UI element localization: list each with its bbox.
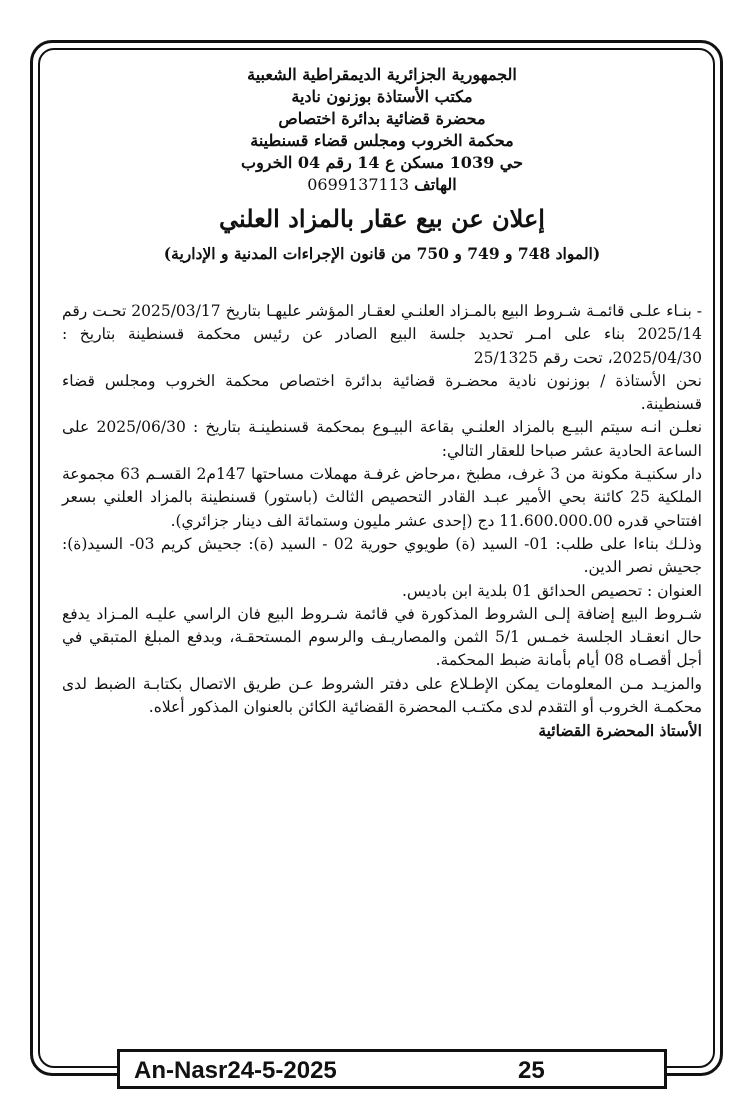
- announcement-body: [62, 300, 702, 743]
- header-office: مكتب الأستاذة بوزنون نادية: [291, 87, 473, 106]
- header-jurisdiction: محضرة قضائية بدائرة اختصاص: [278, 109, 486, 128]
- body-paragraph: دار سكنيـة مكونة من 3 غرف، مطبخ ،مرحاض غرفـة مهملات مساحتها 147م2 القسـم 63 مجموعة الملكية 25 كائنة بحي الأمير عبـد القادر التحصيص الثالث (باستور) قسنطينة بالمزاد العلني بسعر افتتاحي قدره 11.600.000.00 دج (إحدى عشر مليون وستمائة الف دينار جزائري).: [62, 465, 702, 530]
- body-paragraph: نحن الأستاذة / بوزنون نادية محضـرة قضائية بدائرة اختصاص محكمة الخروب ومجلس قضاء قسنطينة.: [62, 371, 702, 414]
- body-paragraph: وذلـك بناءا على طلب: 01- السيد (ة) طويوي حورية 02 - السيد (ة): جحيش كريم 03- السيد(ة): جحيش نصر الدين.: [62, 534, 702, 577]
- footer-date: 24-5-2025: [227, 1057, 337, 1084]
- footer-page-number: 25: [518, 1057, 545, 1084]
- body-paragraph: شـروط البيع إضافة إلـى الشروط المذكورة في قائمة شـروط البيع فان الراسي عليـه المـزاد يدفع حال انعقـاد الجلسة خمـس 5/1 الثمن والمصاريـف والرسوم المستحقـة، وبدفع المبلغ المتبقي في أجل أقصـاه 08 أيام بأمانة ضبط المحكمة.: [62, 604, 702, 670]
- body-paragraph: - بنـاء علـى قائمـة شـروط البيع بالمـزاد العلنـي لعقـار المؤشر عليهـا بتاريخ 2025/03/17 تحـت رقم 2025/14 بناء على امـر تحديد جلسة البيع الصادر عن رئيس محكمة قسنطينة بتاريخ : 2025/04/30، تحت رقم 25/1325: [62, 302, 702, 367]
- phone-number: 0699137113: [307, 175, 410, 194]
- footer-publication-name: An-Nasr: [134, 1057, 228, 1084]
- body-paragraph: العنوان : تحصيص الحدائق 01 بلدية ابن باديس.: [401, 581, 702, 600]
- body-paragraph: والمزيـد مـن المعلومات يمكن الإطـلاع على دفتر الشروط عـن طريق الاتصال بكتابـة الضبط لدى محكمـة الخروب أو التقدم لدى مكتـب المحضرة القضائية الكائن بالعنوان المذكور أعلاه.: [62, 674, 702, 717]
- phone-label: الهاتف: [414, 175, 457, 194]
- announcement-content: [62, 64, 702, 743]
- body-paragraph: نعلـن انـه سيتم البيـع بالمزاد العلنـي بقاعة البيـوع بمحكمة قسنطينـة بتاريخ : 2025/06/30 على الساعة الحادية عشر صباحا للعقار التالي:: [62, 418, 703, 460]
- announcement-title: إعلان عن بيع عقار بالمزاد العلني: [219, 204, 545, 233]
- footer-publication: [134, 1057, 337, 1085]
- signature: الأستاذ المحضرة القضائية: [538, 721, 702, 741]
- header-address: حي 1039 مسكن ع 14 رقم 04 الخروب: [241, 153, 523, 172]
- page-footer: [117, 1049, 667, 1089]
- header-phone: [62, 174, 702, 196]
- header-court: محكمة الخروب ومجلس قضاء قسنطينة: [250, 131, 514, 150]
- announcement-subtitle: (المواد 748 و 749 و 750 من قانون الإجراءات المدنية و الإدارية): [163, 244, 601, 263]
- header-republic: الجمهورية الجزائرية الديمقراطية الشعبية: [247, 65, 517, 84]
